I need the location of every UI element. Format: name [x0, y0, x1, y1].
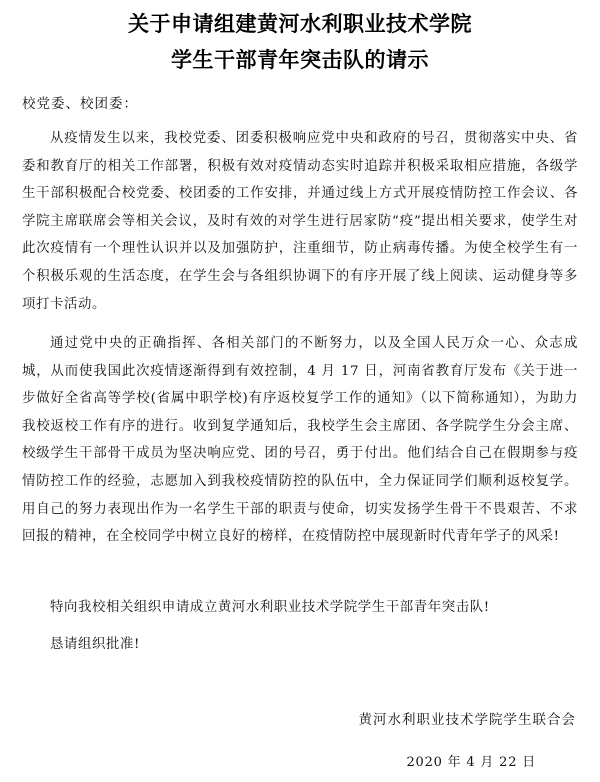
document-title-line-2: 学生干部青年突击队的请示 — [171, 48, 429, 72]
document-title-line-1: 关于申请组建黄河水利职业技术学院 — [128, 12, 472, 36]
body-paragraph-1: 从疫情发生以来，我校党委、团委积极响应党中央和政府的号召，贯彻落实中央、省委和教育厅的相关工作部署，积极有效对疫情动态实时追踪并积极采取相应措施，各级学生干部积极配合校党委、校团委的工作安排，并通过线上方式开展疫情防控工作会议、各学院主席联席会等相关会议，及时有效的对学生进行居家防“疫”提出相关要求，使学生对此次疫情有一个理性认识并以及加强防护，注重细节，防止病毒传播。为使全校学生有一个积极乐观的生活态度，在学生会与各组织协调下的有序开展了线上阅读、运动健身等多项打卡活动。 — [22, 131, 578, 312]
body-paragraph-4: 恳请组织批准! — [50, 637, 140, 652]
body-paragraph-3: 特向我校相关组织申请成立黄河水利职业技术学院学生干部青年突击队! — [50, 600, 490, 615]
signature: 黄河水利职业技术学院学生联合会 — [358, 712, 576, 728]
body-paragraph-2: 通过党中央的正确指挥、各相关部门的不断努力，以及全国人民万众一心、众志成城，从而使我国此次疫情逐渐得到有效控制，4 月 17 日，河南省教育厅发布《关于进一步做好全省高等学校(省属中职学校)有序返校复学工作的通知》（以下简称通知），为助力我校返校工作有序的进行。收到复学通知后，我校学生会主席团、各学院学生分会主席、校级学生干部骨干成员为坚决响应党、团的号召，勇于付出。他们结合自己在假期参与疫情防控工作的经验，志愿加入到我校疫情防控的队伍中，全力保证同学们顺利返校复学。用自己的努力表现出作为一名学生干部的职责与使命，切实发扬学生骨干不畏艰苦、不求回报的精神，在全校同学中树立良好的榜样，在疫情防控中展现新时代青年学子的风采! — [22, 336, 578, 545]
date: 2020 年 4 月 22 日 — [406, 755, 536, 770]
salutation: 校党委、校团委： — [22, 96, 138, 112]
